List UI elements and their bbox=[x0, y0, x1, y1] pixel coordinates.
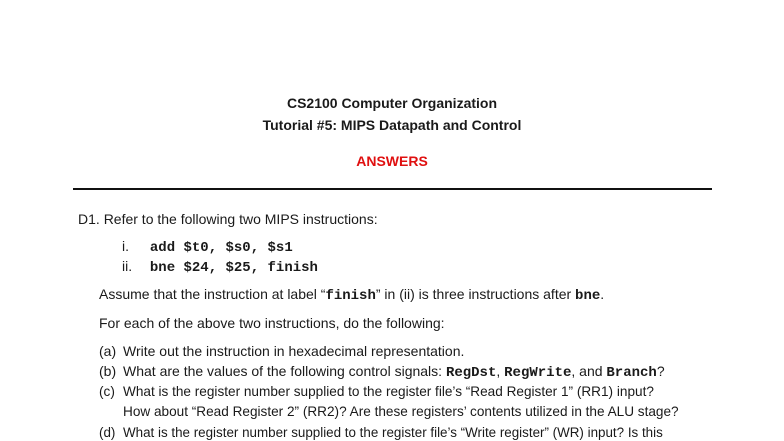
assumption-text: ” in (ii) is three instructions after bbox=[375, 286, 576, 302]
signal-regdst: RegDst bbox=[445, 365, 497, 381]
part-text: , bbox=[496, 363, 505, 379]
part-text: What are the values of the following control signals: bbox=[123, 363, 446, 379]
instruction-code: bne $24, $25, finish bbox=[149, 260, 318, 276]
horizontal-divider bbox=[73, 188, 712, 190]
instruction-number: i. bbox=[122, 238, 129, 254]
question-d1 bbox=[78, 211, 378, 227]
part-label: (a) bbox=[99, 343, 117, 359]
part-text: What is the register number supplied to the register file’s “Write register” (WR) input? Is this bbox=[123, 425, 663, 440]
part-text: , and bbox=[571, 363, 607, 379]
instruction-item bbox=[122, 238, 293, 256]
answers-heading: ANSWERS bbox=[356, 153, 428, 169]
part-a bbox=[99, 343, 464, 359]
tutorial-title: Tutorial #5: MIPS Datapath and Control bbox=[262, 117, 522, 133]
part-c-continued: How about “Read Register 2” (RR2)? Are these registers’ contents utilized in the ALU stage? bbox=[123, 404, 679, 419]
assumption-text: Assume that the instruction at label “ bbox=[99, 286, 326, 302]
signal-regwrite: RegWrite bbox=[504, 365, 572, 381]
signal-branch: Branch bbox=[606, 365, 657, 381]
assumption-text: . bbox=[600, 286, 605, 302]
label-finish: finish bbox=[325, 288, 376, 304]
part-text: What is the register number supplied to the register file’s “Read Register 1” (RR1) input? bbox=[123, 384, 654, 399]
instruction-number: ii. bbox=[122, 258, 133, 274]
instruction-code: add $t0, $s0, $s1 bbox=[149, 240, 293, 256]
part-d bbox=[99, 425, 663, 440]
question-label: D1. bbox=[78, 211, 100, 227]
part-text: Write out the instruction in hexadecimal representation. bbox=[123, 343, 465, 359]
label-bne: bne bbox=[575, 288, 601, 304]
assumption-paragraph bbox=[99, 286, 604, 304]
course-title: CS2100 Computer Organization bbox=[286, 95, 498, 111]
for-each-paragraph: For each of the above two instructions, do the following: bbox=[99, 315, 445, 331]
part-label: (b) bbox=[99, 363, 117, 379]
part-b bbox=[99, 363, 665, 381]
part-label: (d) bbox=[99, 425, 116, 440]
part-c bbox=[99, 384, 654, 399]
part-label: (c) bbox=[99, 384, 115, 399]
question-intro: Refer to the following two MIPS instructions: bbox=[103, 211, 378, 227]
part-text: ? bbox=[656, 363, 665, 379]
instruction-item bbox=[122, 258, 318, 276]
